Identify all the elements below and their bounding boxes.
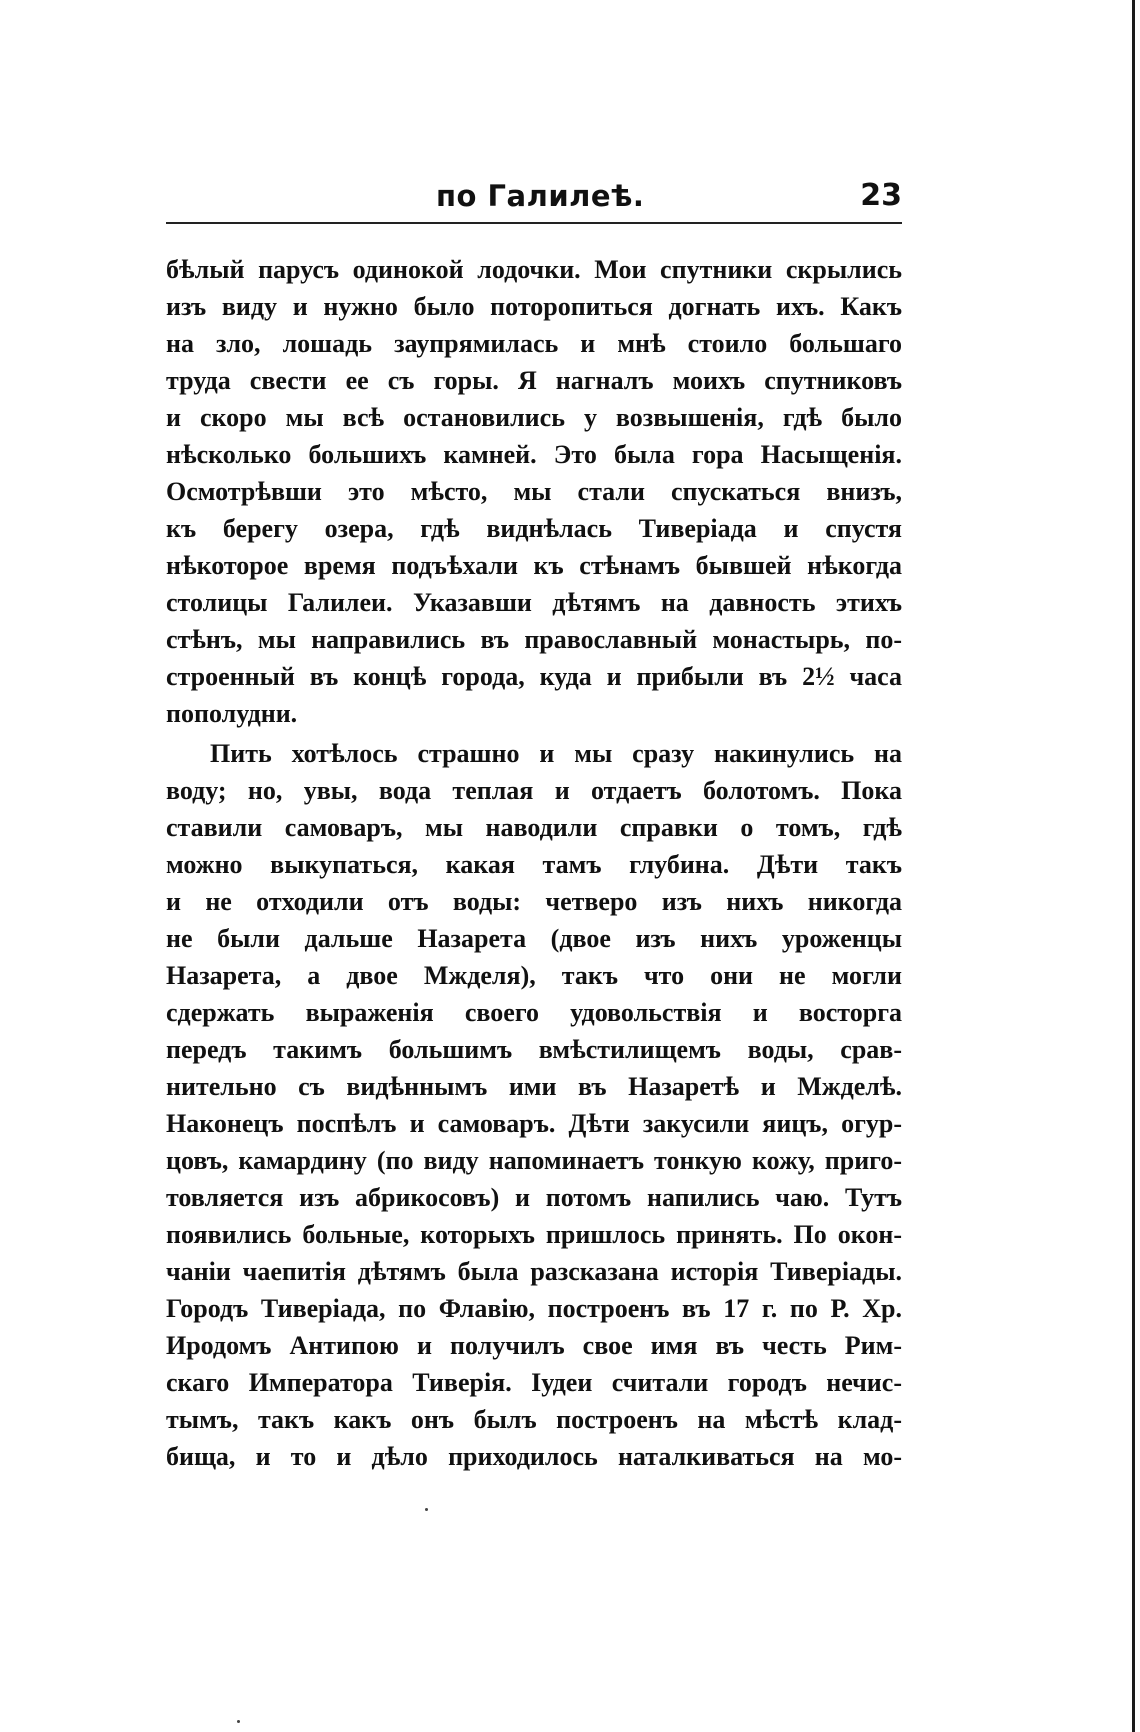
page-edge [1132, 0, 1135, 1732]
ink-speck [425, 1508, 428, 1511]
text-line: цовъ, камардину (по виду напоминаетъ тонкую кожу, приго- [166, 1146, 902, 1175]
text-line: бѣлый парусъ одинокой лодочки. Мои спутники скрылись [166, 255, 902, 284]
page-number: 23 [860, 178, 902, 213]
text-line: нѣкоторое время подъѣхали къ стѣнамъ бывшей нѣкогда [166, 551, 902, 580]
text-line: Наконецъ поспѣлъ и самоваръ. Дѣти закусили яицъ, огур- [166, 1109, 902, 1138]
ink-speck [237, 1720, 240, 1723]
text-line: стѣнъ, мы направились въ православный монастырь, по- [166, 625, 902, 654]
text-line: бища, и то и дѣло приходилось наталкиваться на мо- [166, 1442, 902, 1471]
text-line: передъ такимъ большимъ вмѣстилищемъ воды, срав- [166, 1035, 902, 1064]
text-line: воду; но, увы, вода теплая и отдаетъ болотомъ. Пока [166, 776, 902, 805]
running-title: по Галилеѣ. [436, 179, 645, 213]
text-line: столицы Галилеи. Указавши дѣтямъ на давность этихъ [166, 588, 902, 617]
header-rule [166, 222, 902, 224]
text-line: тымъ, такъ какъ онъ былъ построенъ на мѣстѣ клад- [166, 1405, 902, 1434]
text-line: не были дальше Назарета (двое изъ нихъ уроженцы [166, 924, 902, 953]
text-line: ставили самоваръ, мы наводили справки о томъ, гдѣ [166, 813, 902, 842]
text-line: появились больные, которыхъ пришлось принять. По окон- [166, 1220, 902, 1249]
text-line: труда свести ее съ горы. Я нагналъ моихъ спутниковъ [166, 366, 902, 395]
text-line: товляется изъ абрикосовъ) и потомъ напились чаю. Тутъ [166, 1183, 902, 1212]
text-line: Иродомъ Антипою и получилъ свое имя въ честь Рим- [166, 1331, 902, 1360]
text-line: на зло, лошадь заупрямилась и мнѣ стоило большаго [166, 329, 902, 358]
text-line: къ берегу озера, гдѣ виднѣлась Тиверіада и спустя [166, 514, 902, 543]
text-line: сдержать выраженія своего удовольствія и восторга [166, 998, 902, 1027]
paragraph-2 [166, 735, 902, 1475]
text-line: нѣсколько большихъ камней. Это была гора Насыщенія. [166, 440, 902, 469]
text-line: Осмотрѣвши это мѣсто, мы стали спускаться внизъ, [166, 477, 902, 506]
text-line: нительно съ видѣннымъ ими въ Назаретѣ и Мжделѣ. [166, 1072, 902, 1101]
text-line: строенный въ концѣ города, куда и прибыли въ 2½ часа [166, 662, 902, 691]
text-line: Пить хотѣлось страшно и мы сразу накинулись на [210, 739, 902, 768]
paragraph-1 [166, 251, 902, 732]
text-line: Городъ Тиверіада, по Флавію, построенъ въ 17 г. по Р. Хр. [166, 1294, 902, 1323]
body-text [166, 251, 902, 1475]
text-line: пополудни. [166, 699, 298, 728]
text-line: чаніи чаепитія дѣтямъ была разсказана исторія Тиверіады. [166, 1257, 902, 1286]
text-line: можно выкупаться, какая тамъ глубина. Дѣти такъ [166, 850, 902, 879]
page-header [166, 176, 902, 224]
text-line: скаго Императора Тиверія. Іудеи считали городъ нечис- [166, 1368, 902, 1397]
text-line: и скоро мы всѣ остановились у возвышенія, гдѣ было [166, 403, 902, 432]
text-line: изъ виду и нужно было поторопиться догнать ихъ. Какъ [166, 292, 902, 321]
text-line: и не отходили отъ воды: четверо изъ нихъ никогда [166, 887, 902, 916]
text-line: Назарета, а двое Мжделя), такъ что они не могли [166, 961, 902, 990]
